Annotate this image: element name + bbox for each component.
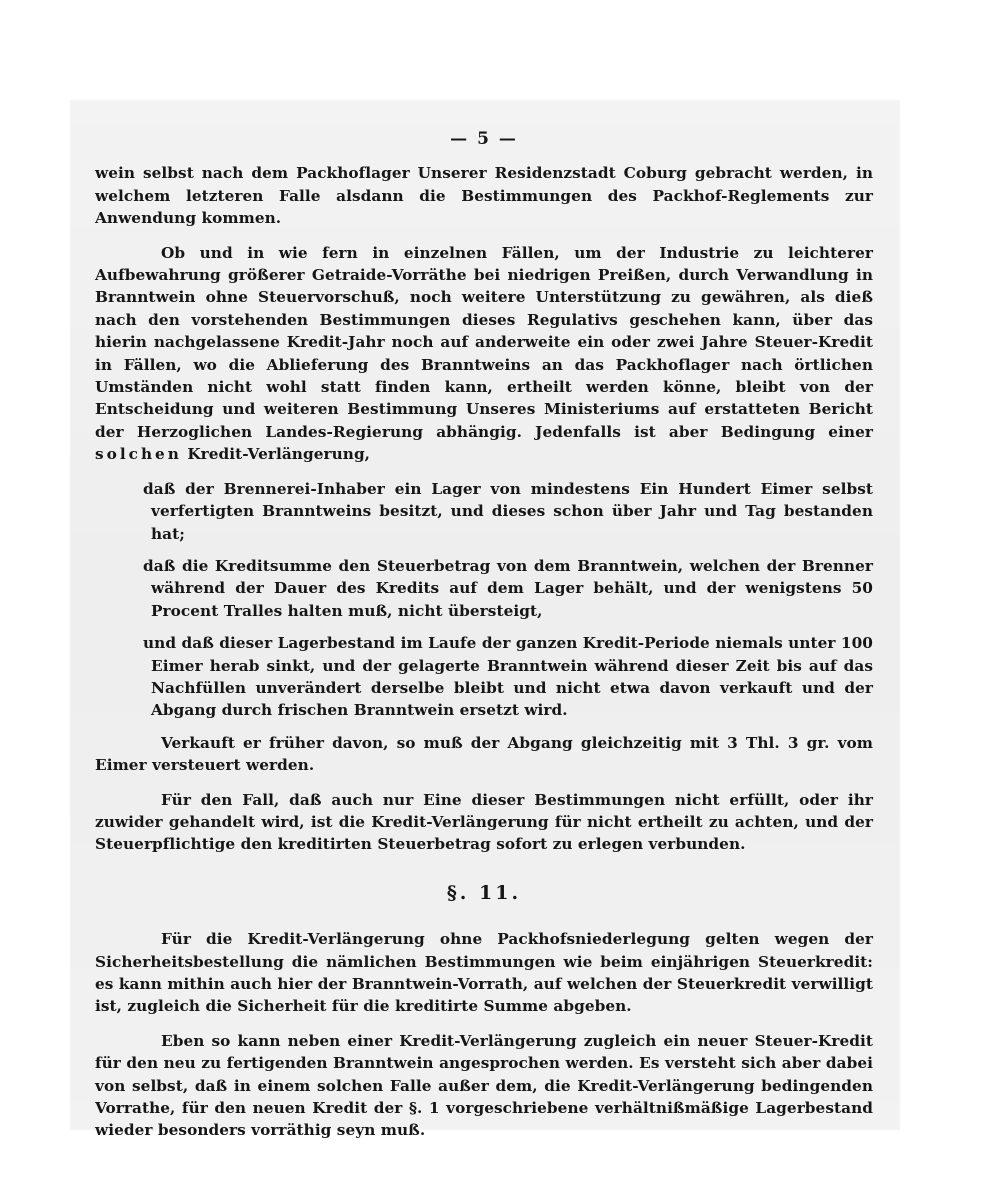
condition-1: daß der Brennerei-Inhaber ein Lager von mindestens Ein Hundert Eimer selbst verfertigten Branntweins besitzt, und dieses schon über Jahr und Tag bestanden hat; xyxy=(143,479,873,543)
condition-3: und daß dieser Lagerbestand im Laufe der ganzen Kredit-Periode niemals unter 100 Eimer herab sinkt, und der gelagerte Branntwein während dieser Zeit bis auf das Nachfüllen unverändert derselbe bleibt und nicht etwa davon verkauft und der Abgang durch frischen Branntwein ersetzt wird. xyxy=(143,634,873,720)
text-body xyxy=(95,128,873,1154)
paragraph-security: Für die Kredit-Verlängerung ohne Packhofsniederlegung gelten wegen der Sicherheitsbestellung die nämlichen Bestimmungen wie beim einjährigen Steuerkredit: es kann mithin auch hier der Branntwein-Vorrath, auf welchen der Steuerkredit verwilligt ist, zugleich die Sicherheit für die kreditirte Summe abgeben. xyxy=(95,930,873,1016)
section-heading: §. 11. xyxy=(446,881,522,904)
paragraph-credit-extension-text: Ob und in wie fern in einzelnen Fällen, um der Industrie zu leichterer Aufbewahrung größerer Getraide-Vorräthe bei niedrigen Preißen, durch Verwandlung in Branntwein ohne Steuervorschuß, noch weitere Unterstützung zu gewähren, als dieß nach den vorstehenden Bestimmungen dieses Regulativs geschehen kann, über das hierin nachgelassene Kredit-Jahr noch auf anderweite ein oder zwei Jahre Steuer-Kredit in Fällen, wo die Ablieferung des Branntweins an das Packhoflager nach örtlichen Umständen nicht wohl statt finden kann, ertheilt werden könne, bleibt von der Entscheidung und weiteren Bestimmung Unseres Ministeriums auf erstatteten Bericht der Herzoglichen Landes-Regierung abhängig. Jedenfalls ist aber Bedingung einer xyxy=(95,243,873,441)
paragraph-credit-extension xyxy=(95,242,873,466)
paragraph-non-fulfilment: Für den Fall, daß auch nur Eine dieser Bestimmungen nicht erfüllt, oder ihr zuwider gehandelt wird, ist die Kredit-Verlängerung für nicht ertheilt zu achten, und der Steuerpflichtige den kreditirten Steuerbetrag sofort zu erlegen verbunden. xyxy=(95,790,873,854)
page-number: — 5 — xyxy=(450,129,518,149)
paragraph-continuation: wein selbst nach dem Packhoflager Unserer Residenzstadt Coburg gebracht werden, in welchem letzteren Falle alsdann die Bestimmungen des Packhof-Reglements zur Anwendung kommen. xyxy=(95,164,873,228)
paragraph-new-credit: Eben so kann neben einer Kredit-Verlängerung zugleich ein neuer Steuer-Kredit für den neu zu fertigenden Branntwein angesprochen werden. Es versteht sich aber dabei von selbst, daß in einem solchen Falle außer dem, die Kredit-Verlängerung bedingenden Vorrathe, für den neuen Kredit der §. 1 vorgeschriebene verhältnißmäßige Lagerbestand wieder besonders vorräthig seyn muß. xyxy=(95,1031,873,1140)
spaced-word: solchen xyxy=(95,445,182,464)
paragraph-credit-extension-end: Kredit-Verlängerung, xyxy=(187,445,371,464)
condition-2: daß die Kreditsumme den Steuerbetrag von dem Branntwein, welchen der Brenner während der Dauer des Kredits auf dem Lager behält, und der wenigstens 50 Procent Tralles halten muß, nicht übersteigt, xyxy=(143,556,873,620)
paragraph-early-sale: Verkauft er früher davon, so muß der Abgang gleichzeitig mit 3 Thl. 3 gr. vom Eimer versteuert werden. xyxy=(95,733,873,775)
